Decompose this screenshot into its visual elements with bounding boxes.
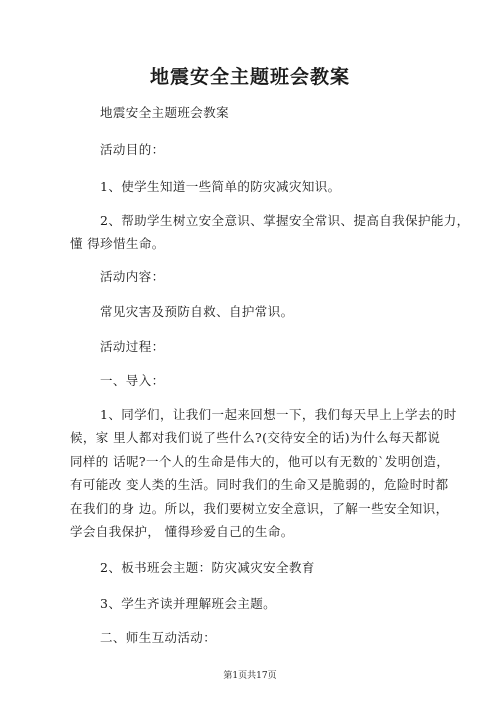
paragraph-line: 懂 得珍惜生命。 <box>70 236 165 251</box>
paragraph-line: 2、帮助学生树立安全意识、掌握安全常识、提高自我保护能力， <box>100 213 470 228</box>
paragraph-line: 同样的 话呢?一个人的生命是伟大的，他可以有无数的`发明创造， <box>70 454 450 469</box>
subtitle-line: 地震安全主题班会教案 <box>100 105 230 120</box>
paragraph-line: 3、学生齐读并理解班会主题。 <box>100 596 277 611</box>
paragraph-line: 1、使学生知道一些简单的防灾减灾知识。 <box>100 179 341 194</box>
section-heading-interaction: 二、师生互动活动： <box>100 630 217 645</box>
paragraph-line: 候，家 里人都对我们说了些什么?(交待安全的话)为什么每天都说 <box>70 430 441 445</box>
section-heading-purpose: 活动目的： <box>100 142 165 157</box>
paragraph-line: 学会自我保护， 懂得珍爱自己的生命。 <box>70 524 294 539</box>
document-title: 地震安全主题班会教案 <box>149 66 350 88</box>
paragraph-line: 在我们的身 边。所以，我们要树立安全意识，了解一些安全知识， <box>70 501 449 516</box>
paragraph-line: 常见灾害及预防自救、自护常识。 <box>100 304 294 319</box>
section-heading-process: 活动过程： <box>100 339 165 354</box>
paragraph-line: 有可能改 变人类的生活。同时我们的生命又是脆弱的，危险时时都 <box>70 477 449 492</box>
section-heading-intro: 一、导入： <box>100 373 165 388</box>
paragraph-line: 1、同学们，让我们一起来回想一下，我们每天早上上学去的时 <box>100 407 457 422</box>
section-heading-content: 活动内容： <box>100 269 165 284</box>
page-number: 第1页共17页 <box>223 671 277 681</box>
paragraph-line: 2、板书班会主题：防灾减灾安全教育 <box>100 560 315 575</box>
